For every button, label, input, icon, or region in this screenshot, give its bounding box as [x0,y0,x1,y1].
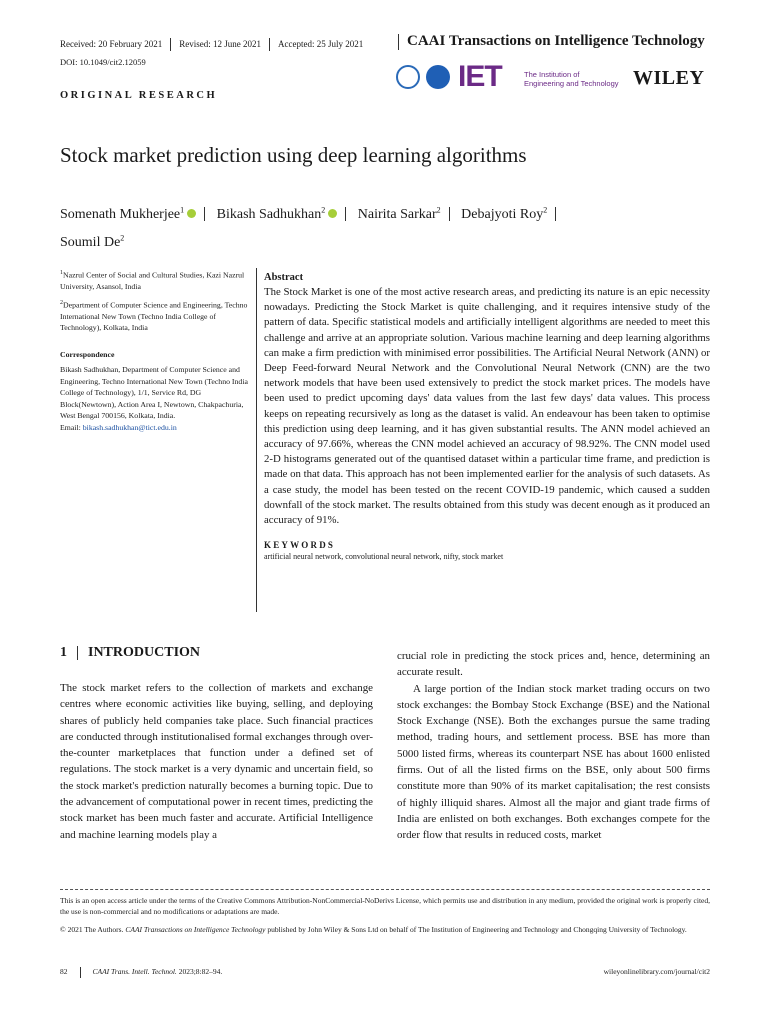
author-sup: 2 [436,205,441,214]
author-sup: 2 [321,205,326,214]
affiliation-sup: 1 [60,270,63,276]
affiliation-text: Nazrul Center of Social and Cultural Studies, Kazi Nazrul University, Asansol, India [60,270,245,292]
divider [555,207,556,221]
iet-name-line1: The Institution of [524,70,580,79]
author-name: Debajyoti Roy [461,206,544,222]
affiliation-2 [60,298,250,334]
divider [80,967,81,978]
wiley-logo: WILEY [633,67,705,89]
citation-details: 2023;8:82–94. [176,967,223,976]
abstract-text: The Stock Market is one of the most active research areas, and predicting its nature is an epic necessity nowadays. Predicting the Stock Market is quite challenging, and it requires intensive study of the pattern of data. Specific statistical models and artificially intelligent algorithms are needed to meet this challenge and arrive at an appropriate solution. Various machine learning and deep learning algorithms can make a firm prediction with minimised error possibilities. The Artificial Neural Network (ANN) or Deep Feed-forward Neural Network and the Convolutional Neural Network (CNN) are the two network models that have been used extensively to predict the stock market prices. The models have been used to predict upcoming days' data values from the last few days' data values. This process keeps on repeating recursively as long as the dataset is valid. An endeavour has been taken to optimise this prediction using deep learning, and it has given substantial results. The ANN model achieved an accuracy of 97.66%, whereas the CNN model achieved an accuracy of 98.92%. The CNN model used 2-D histograms generated out of the quantised dataset within a particular time frame, and prediction is made on that data. This approach has not been implemented earlier for the analysis of such datasets. As a case study, the model has been tested on the recent COVID-19 pandemic, which caused a sudden downfall of the stock market. The results obtained from this study was decent enough as it produced an accuracy of 91%. [264,286,710,527]
divider [269,38,270,51]
iet-logo: IET [458,60,502,93]
license-text: This is an open access article under the terms of the Creative Commons Attribution-NonCommercial-NoDerivs License, which permits use and distribution in any medium, provided the original work is properly cited, the use is non-commercial and no modifications or adaptations are made. [60,896,710,916]
abstract-heading: Abstract [264,272,304,283]
author-name: Somenath Mukherjee [60,206,181,222]
section-number: 1 [60,645,67,660]
author-name: Bikash Sadhukhan [216,206,322,222]
citation-journal: CAAI Trans. Intell. Technol. [92,967,177,976]
journal-url[interactable]: wileyonlinelibrary.com/journal/cit2 [603,967,710,976]
affiliations [60,268,250,433]
orcid-icon[interactable] [328,209,337,218]
license-rule [60,889,710,890]
publisher-logos [396,62,708,92]
author-name: Nairita Sarkar [357,206,437,222]
paper-title: Stock market prediction using deep learning algorithms [60,143,527,167]
keywords-heading: KEYWORDS [264,540,336,551]
university-seal-icon [396,65,420,89]
email-link[interactable]: bikash.sadhukhan@tict.edu.in [82,422,177,432]
received-date: Received: 20 February 2021 [60,39,163,49]
iet-name [524,70,619,88]
divider [449,207,450,221]
intro-paragraph: A large portion of the Indian stock market trading occurs on two stock exchanges: the Bombay Stock Exchange (BSE) and the National Stock Exchange (NSE). Both the exchanges pursue the same trading method, trading hours, and settlement process. BSE has more than 5000 listed firms, whereas its counterpart NSE has about 1600 enlisted firms. Out of all the listed firms on the BSE, only about 500 firms constitute more than 90% of its market capitalisation; the rest consists of highly illiquid shares. Almost all the major and giant trade firms of India are enlisted on both exchanges. Both exchanges compete for the order flow that results in reduced costs, market [397,682,710,842]
abstract-rule [256,268,257,612]
copyright-text [60,924,710,935]
journal-title: CAAI Transactions on Intelligence Technology [407,33,705,49]
affiliation-sup: 2 [60,299,63,306]
divider [77,646,78,660]
intro-column-1: The stock market refers to the collection of markets and exchange centres where economic activities like buying, selling, and deploying shares of publicly held companies take place. Such financial practices are conducted through institutionalised formal exchanges through over-the-counter marketplaces that function under a defined set of regulations. The stock market is a very dynamic and uncertain field, so the stock market's prediction naturally becomes a burning topic. Due to the advancement of computational power in recent times, predicting the stock market has been much faster and accurate. Artificial Intelligence and machine learning models play a [60,682,373,841]
section-heading [60,645,200,661]
keywords: artificial neural network, convolutional neural network, nifty, stock market [264,552,504,562]
journal-name [398,33,705,50]
correspondence-heading: Correspondence [60,349,115,359]
copyright-post: published by John Wiley & Sons Ltd on behalf of The Institution of Engineering and Technology and Chongqing University of Technology. [265,925,687,934]
section-title: INTRODUCTION [88,645,201,660]
divider [398,34,399,50]
page-number: 82 [60,967,68,976]
author-name: Soumil De [60,235,121,251]
intro-column-2 [397,648,710,844]
author [60,235,124,250]
email-label: Email: [60,422,83,432]
iet-name-line2: Engineering and Technology [524,79,619,88]
doi: DOI: 10.1049/cit2.12059 [60,57,146,67]
intro-paragraph: crucial role in predicting the stock prices and, hence, determining an accurate result. [397,650,710,679]
accepted-date: Accepted: 25 July 2021 [277,39,364,49]
page-footer [60,966,710,978]
revised-date: Revised: 12 June 2021 [179,39,261,49]
copyright-pre: © 2021 The Authors. [60,925,126,934]
abstract [264,271,710,563]
author [358,207,441,222]
orcid-icon[interactable] [187,209,196,218]
author-sup: 1 [180,205,185,214]
divider [204,207,205,221]
author [461,207,547,222]
copyright-journal: CAAI Transactions on Intelligence Technology [125,925,266,934]
caai-logo-icon [426,65,450,89]
author-list [60,198,720,255]
correspondence-body: Bikash Sadhukhan, Department of Computer Science and Engineering, Techno International New Town (Techno India College of Technology), 1/1, Service Rd, DG Block(Newtown), Action Area I, Newtown, Chakpachuria, West Bengal 700156, Kolkata, India. [60,365,248,421]
author [60,207,196,222]
author-sup: 2 [543,205,548,214]
dates-line [60,38,363,51]
email-line [60,422,250,434]
divider [345,207,346,221]
affiliation-1 [60,268,250,293]
divider [170,38,171,51]
author-sup: 2 [120,233,125,243]
section-label: ORIGINAL RESEARCH [60,90,218,101]
author [217,207,338,222]
affiliation-text: Department of Computer Science and Engineering, Techno International New Town (Techno India College of Technology), Kolkata, India [60,300,248,333]
